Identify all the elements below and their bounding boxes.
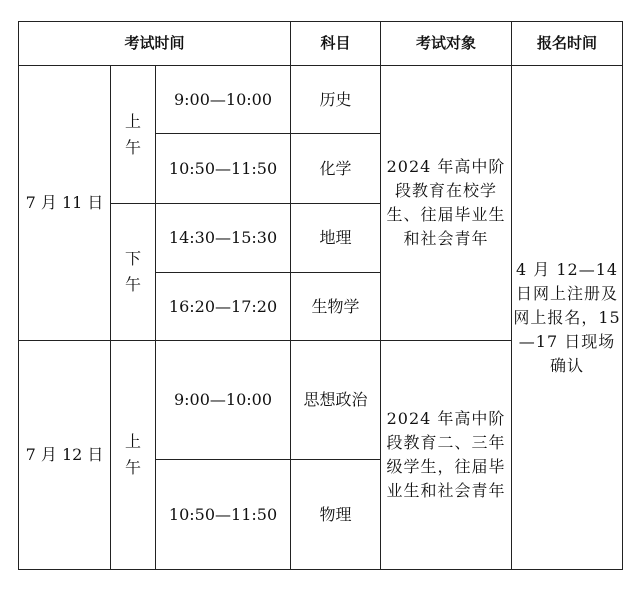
period-label: 上午 — [125, 432, 142, 477]
time-cell: 9:00—10:00 — [156, 341, 291, 460]
exam-schedule-table — [18, 21, 623, 570]
header-subject: 科目 — [291, 22, 381, 66]
subject-cell: 历史 — [291, 66, 381, 134]
time-cell: 10:50—11:50 — [156, 460, 291, 570]
time-cell: 9:00—10:00 — [156, 66, 291, 134]
subject-cell: 思想政治 — [291, 341, 381, 460]
header-registration: 报名时间 — [512, 22, 623, 66]
registration-cell: 4 月 12—14 日网上注册及网上报名，15—17 日现场确认 — [512, 66, 623, 570]
date-cell: 7 月 12 日 — [19, 341, 111, 570]
subject-cell: 物理 — [291, 460, 381, 570]
period-label: 下午 — [125, 249, 142, 294]
table-row — [19, 66, 623, 134]
time-cell: 14:30—15:30 — [156, 204, 291, 273]
time-cell: 16:20—17:20 — [156, 273, 291, 341]
target-cell: 2024 年高中阶段教育在校学生、往届毕业生和社会青年 — [381, 66, 512, 341]
header-exam-time: 考试时间 — [19, 22, 291, 66]
subject-cell: 地理 — [291, 204, 381, 273]
subject-cell: 化学 — [291, 134, 381, 204]
period-label: 上午 — [125, 111, 142, 157]
date-cell: 7 月 11 日 — [19, 66, 111, 341]
period-cell — [111, 341, 156, 570]
period-cell — [111, 204, 156, 341]
target-cell: 2024 年高中阶段教育二、三年级学生，往届毕业生和社会青年 — [381, 341, 512, 570]
header-row — [19, 22, 623, 66]
time-cell: 10:50—11:50 — [156, 134, 291, 204]
header-target: 考试对象 — [381, 22, 512, 66]
subject-cell: 生物学 — [291, 273, 381, 341]
period-cell — [111, 66, 156, 204]
